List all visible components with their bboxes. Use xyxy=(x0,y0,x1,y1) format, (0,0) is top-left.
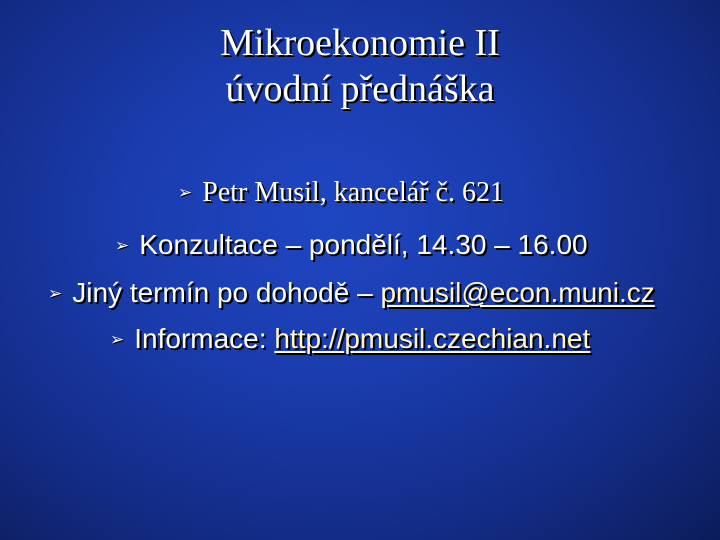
title-line-1: Mikroekonomie II xyxy=(220,22,500,64)
bullet-text: Informace: xyxy=(134,323,275,354)
arrowhead-bullet-icon: ➢ xyxy=(115,236,130,256)
bullet-text: Konzultace – pondělí, 14.30 – 16.00 xyxy=(139,229,588,260)
bullet-item-other-time xyxy=(48,276,655,310)
bullet-item-information xyxy=(110,322,590,356)
bullet-text: Petr Musil, kancelář č. 621 xyxy=(202,177,504,208)
email-link[interactable]: pmusil@econ.muni.cz xyxy=(380,277,655,308)
bullet-item-name-office xyxy=(178,176,504,210)
arrowhead-bullet-icon: ➢ xyxy=(110,330,125,350)
website-link[interactable]: http://pmusil.czechian.net xyxy=(274,323,591,354)
bullet-text: Jiný termín po dohodě – xyxy=(72,277,381,308)
title-line-2: úvodní přednáška xyxy=(225,68,495,110)
arrowhead-bullet-icon: ➢ xyxy=(48,284,63,304)
slide-title xyxy=(0,20,720,112)
bullet-item-consultation xyxy=(115,228,588,262)
arrowhead-bullet-icon: ➢ xyxy=(178,183,193,203)
